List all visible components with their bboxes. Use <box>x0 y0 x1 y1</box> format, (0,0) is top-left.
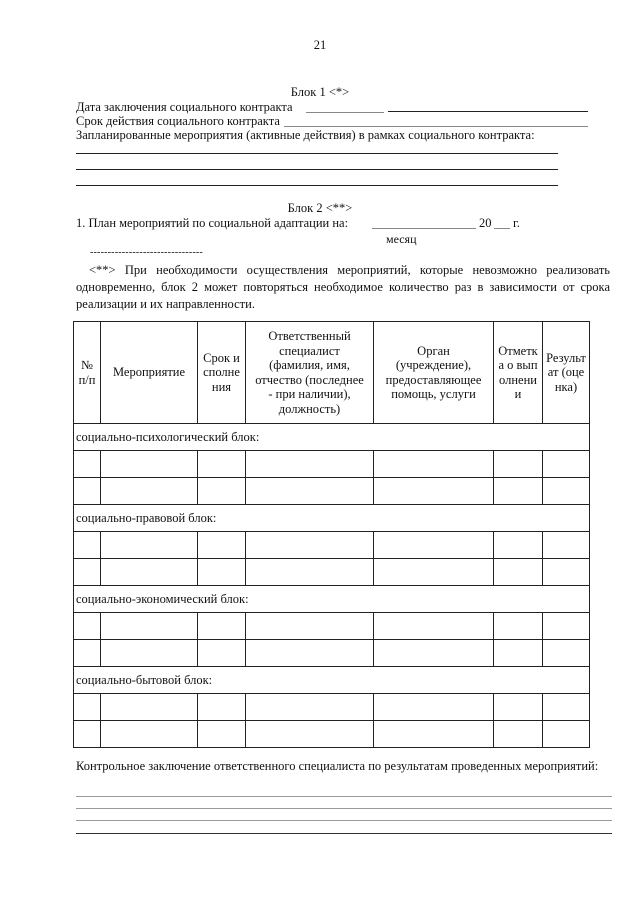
plan-year-field[interactable] <box>494 228 510 229</box>
table-row <box>74 532 590 559</box>
cell[interactable] <box>494 721 543 748</box>
conclusion-label: Контрольное заключение ответственного специалиста по результатам проведенных мероприятий: <box>76 759 599 773</box>
cell[interactable] <box>543 478 590 505</box>
table-row <box>74 694 590 721</box>
header-result: Результат (оценка) <box>543 322 590 424</box>
cell[interactable] <box>246 640 374 667</box>
cell[interactable] <box>101 478 198 505</box>
section-title: социально-бытовой блок: <box>74 667 590 694</box>
cell[interactable] <box>74 640 101 667</box>
cell[interactable] <box>246 559 374 586</box>
plan-month-field[interactable] <box>372 228 476 229</box>
cell[interactable] <box>198 721 246 748</box>
cell[interactable] <box>374 478 494 505</box>
page-number: 21 <box>313 38 327 52</box>
plan-year-suffix: г. <box>513 216 520 230</box>
cell[interactable] <box>494 613 543 640</box>
cell[interactable] <box>101 532 198 559</box>
cell[interactable] <box>198 613 246 640</box>
cell[interactable] <box>101 559 198 586</box>
header-activity: Мероприятие <box>101 322 198 424</box>
cell[interactable] <box>74 721 101 748</box>
cell[interactable] <box>74 559 101 586</box>
planned-activities-line-3[interactable] <box>76 185 558 186</box>
conclusion-line-1[interactable] <box>76 796 612 797</box>
block1-title: Блок 1 <*> <box>290 85 350 99</box>
cell[interactable] <box>198 640 246 667</box>
cell[interactable] <box>74 694 101 721</box>
cell[interactable] <box>374 451 494 478</box>
footnote-separator: -------------------------------- <box>90 247 203 258</box>
cell[interactable] <box>494 694 543 721</box>
table-row <box>74 613 590 640</box>
contract-term-field[interactable] <box>284 126 588 127</box>
cell[interactable] <box>74 451 101 478</box>
planned-activities-label: Запланированные мероприятия (активные действия) в рамках социального контракта: <box>76 128 535 142</box>
cell[interactable] <box>374 532 494 559</box>
block2-title: Блок 2 <**> <box>287 201 353 215</box>
cell[interactable] <box>246 532 374 559</box>
cell[interactable] <box>374 721 494 748</box>
contract-date-field[interactable] <box>306 112 384 113</box>
cell[interactable] <box>374 694 494 721</box>
cell[interactable] <box>198 694 246 721</box>
table-header-row <box>74 322 590 424</box>
activities-table <box>73 321 590 748</box>
cell[interactable] <box>198 478 246 505</box>
cell[interactable] <box>374 613 494 640</box>
cell[interactable] <box>494 451 543 478</box>
header-number: № п/п <box>74 322 101 424</box>
cell[interactable] <box>543 451 590 478</box>
planned-activities-line-1[interactable] <box>76 153 558 154</box>
cell[interactable] <box>543 559 590 586</box>
cell[interactable] <box>494 559 543 586</box>
cell[interactable] <box>543 694 590 721</box>
table-row <box>74 451 590 478</box>
cell[interactable] <box>374 559 494 586</box>
cell[interactable] <box>246 478 374 505</box>
cell[interactable] <box>101 640 198 667</box>
table-row <box>74 721 590 748</box>
cell[interactable] <box>543 532 590 559</box>
cell[interactable] <box>101 451 198 478</box>
cell[interactable] <box>374 640 494 667</box>
cell[interactable] <box>494 478 543 505</box>
planned-activities-line-2[interactable] <box>76 169 558 170</box>
cell[interactable] <box>494 532 543 559</box>
section-title: социально-правовой блок: <box>74 505 590 532</box>
cell[interactable] <box>198 451 246 478</box>
cell[interactable] <box>246 613 374 640</box>
table-row <box>74 478 590 505</box>
header-completion-mark: Отметка о выполнении <box>494 322 543 424</box>
contract-term-label: Срок действия социального контракта <box>76 114 280 128</box>
conclusion-line-3[interactable] <box>76 820 612 821</box>
cell[interactable] <box>543 721 590 748</box>
cell[interactable] <box>543 613 590 640</box>
cell[interactable] <box>74 532 101 559</box>
conclusion-line-4[interactable] <box>76 833 612 834</box>
cell[interactable] <box>198 532 246 559</box>
footnote-text: <**> При необходимости осуществления мероприятий, которые невозможно реализовать одновременно, блок 2 может повторяться необходимое количество раз в зависимости от срока реализации и их направленности. <box>76 263 610 311</box>
section-title: социально-экономический блок: <box>74 586 590 613</box>
cell[interactable] <box>543 640 590 667</box>
header-responsible: Ответственный специалист (фамилия, имя, отчество (последнее - при наличии), должность) <box>246 322 374 424</box>
section-title: социально-психологический блок: <box>74 424 590 451</box>
plan-year-prefix: 20 <box>479 216 492 230</box>
cell[interactable] <box>74 478 101 505</box>
plan-label: 1. План мероприятий по социальной адаптации на: <box>76 216 349 230</box>
cell[interactable] <box>494 640 543 667</box>
cell[interactable] <box>198 559 246 586</box>
cell[interactable] <box>101 721 198 748</box>
table-row <box>74 640 590 667</box>
contract-date-label: Дата заключения социального контракта <box>76 100 293 114</box>
cell[interactable] <box>246 451 374 478</box>
contract-date-field-ext[interactable] <box>388 111 588 112</box>
conclusion-line-2[interactable] <box>76 808 612 809</box>
cell[interactable] <box>74 613 101 640</box>
cell[interactable] <box>246 694 374 721</box>
header-organization: Орган (учреждение), предоставляющее помощь, услуги <box>374 322 494 424</box>
cell[interactable] <box>101 613 198 640</box>
cell[interactable] <box>246 721 374 748</box>
table-row <box>74 559 590 586</box>
cell[interactable] <box>101 694 198 721</box>
month-caption: месяц <box>386 232 417 246</box>
header-deadline: Срок исполнения <box>198 322 246 424</box>
